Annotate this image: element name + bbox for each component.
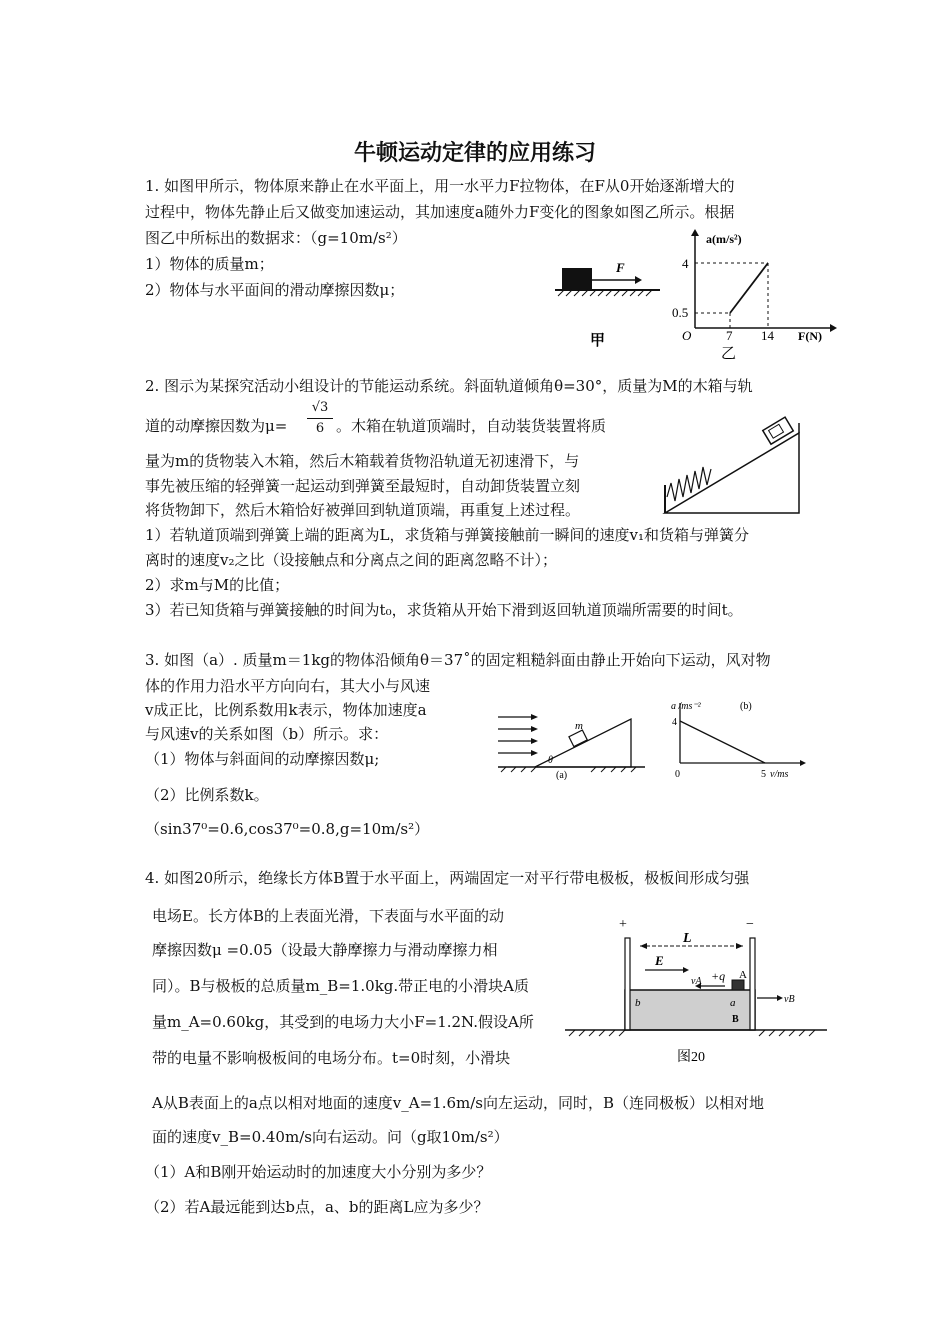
data-line (730, 263, 768, 313)
right-plate (750, 938, 755, 1030)
B-label: B (732, 1014, 739, 1025)
q2-line: 1）若轨道顶端到弹簧上端的距离为L，求货箱与弹簧接触前一瞬间的速度v₁和货箱与弹簧分 (145, 526, 749, 544)
q4-line: 4. 如图20所示，绝缘长方体B置于水平面上，两端固定一对平行带电极板，极板间形成匀强 (145, 869, 750, 887)
incline-spring-figure (655, 405, 815, 517)
q2-line: 道的动摩擦因数为μ= (145, 417, 288, 435)
q4-line: 同）。B与极板的总质量m_B=1.0kg.带正电的小滑块A质 (152, 977, 529, 995)
q4-line: 面的速度v_B=0.40m/s向右运动。问（g取10m/s²） (152, 1128, 509, 1146)
q1-line: 图乙中所标出的数据求：（g=10m/s²） (145, 229, 407, 247)
q4-line: 电场E。长方体B的上表面光滑，下表面与水平面的动 (152, 907, 504, 925)
q2-line: 离时的速度v₂之比（设接触点和分离点之间的距离忽略不计）； (145, 551, 557, 569)
figure-b-graph (668, 695, 813, 783)
y-axis-label: a /ms⁻² (671, 701, 701, 712)
vA-label: vA (691, 976, 702, 987)
incline (665, 433, 799, 513)
figure-yi-graph (670, 228, 840, 364)
charge-label: +q (711, 969, 726, 983)
y-tick: 4 (682, 256, 689, 271)
origin-label: O (682, 328, 692, 343)
y-arrow-icon (691, 229, 699, 236)
figure-20 (565, 910, 830, 1068)
figure-caption: 甲 (590, 333, 606, 349)
q3-line: 与风速v的关系如图（b）所示。求： (145, 725, 389, 743)
q2-line: 2. 图示为某探究活动小组设计的节能运动系统。斜面轨道倾角θ=30°，质量为M的木箱与轨 (145, 377, 753, 395)
fraction-bar (307, 418, 333, 419)
force-label: F (616, 260, 625, 275)
q4-line: A从B表面上的a点以相对地面的速度v_A=1.6m/s向左运动，同时，B（连同极板）以相对地 (152, 1094, 765, 1112)
q3-line: v成正比，比例系数用k表示，物体加速度a (145, 701, 427, 719)
y-tick: 4 (672, 717, 677, 728)
q1-line: 1. 如图甲所示，物体原来静止在水平面上，用一水平力F拉物体，在F从0开始逐渐增大的 (145, 177, 735, 195)
figure-caption: 乙 (721, 346, 737, 362)
x-axis-label: v/ms (770, 769, 789, 780)
x-tick: 14 (761, 328, 774, 343)
q4-line: 量m_A=0.60kg，其受到的电场力大小F=1.2N.假设A所 (152, 1013, 534, 1031)
block (562, 268, 592, 290)
q4-line: 带的电量不影响极板间的电场分布。t=0时刻，小滑块 (152, 1049, 511, 1067)
point-a-label: a (730, 997, 736, 1009)
arrow-head-icon (635, 276, 642, 284)
L-arrow-right-icon (736, 943, 743, 949)
q1-line: 过程中，物体先静止后又做变加速运动，其加速度a随外力F变化的图象如图乙所示。根据 (145, 203, 735, 221)
angle-label: θ (548, 755, 553, 766)
ground-hatch (569, 1030, 815, 1036)
mass-label: m (575, 720, 583, 732)
q1-line: 1）物体的质量m； (145, 255, 274, 273)
mu-fraction (307, 400, 333, 437)
vB-arrow-head-icon (777, 995, 783, 1001)
x-axis-label: F(N) (798, 329, 822, 343)
q2-line: 。木箱在轨道顶端时，自动装货装置将质 (336, 417, 607, 435)
q3-line: 体的作用力沿水平方向向右，其大小与风速 (145, 677, 431, 695)
q2-line: 3）若已知货箱与弹簧接触的时间为t₀，求货箱从开始下滑到返回轨道顶端所需要的时间t。 (145, 601, 743, 619)
point-b-label: b (635, 997, 641, 1009)
L-arrow-left-icon (640, 943, 647, 949)
figure-caption: 图20 (677, 1050, 705, 1065)
A-label: A (739, 969, 747, 981)
E-arrow-head-icon (683, 967, 689, 973)
wind-arrows (498, 717, 531, 753)
q4-line: 摩擦因数μ =0.05（设最大静摩擦力与滑动摩擦力相 (152, 941, 498, 959)
q3-line: （1）物体与斜面间的动摩擦因数μ; (145, 750, 380, 768)
y-axis-label: a(m/s²) (706, 232, 742, 246)
x-tick: 7 (726, 328, 733, 343)
q2-line: 将货物卸下，然后木箱恰好被弹回到轨道顶端，再重复上述过程。 (145, 501, 581, 519)
q1-line: 2）物体与水平面间的滑动摩擦因数μ； (145, 281, 405, 299)
x-arrow-icon (800, 760, 806, 766)
figure-jia (550, 250, 660, 350)
plus-label: + (619, 917, 627, 932)
figure-caption: (a) (556, 770, 568, 780)
left-plate (625, 938, 630, 1030)
minus-label: − (746, 917, 754, 932)
figure-a-incline-wind (493, 705, 653, 780)
page-title: 牛顿运动定律的应用练习 (353, 141, 596, 166)
q2-line: 2）求m与M的比值； (145, 576, 290, 594)
vB-label: vB (784, 994, 795, 1005)
q4-line: （1）A和B刚开始运动时的加速度大小分别为多少？ (145, 1163, 492, 1181)
q3-line: （2）比例系数k。 (145, 786, 269, 804)
E-label: E (655, 953, 664, 968)
x-arrow-icon (830, 324, 837, 332)
fraction-numerator: √3 (311, 400, 329, 415)
fraction-denominator: 6 (315, 421, 325, 436)
slider-A (732, 980, 744, 990)
q3-line: 3. 如图（a）. 质量m＝1kg的物体沿倾角θ＝37˚的固定粗糙斜面由静止开始向下运动，风对物 (145, 651, 771, 669)
L-label: L (683, 931, 692, 946)
figure-caption: (b) (740, 701, 752, 712)
q2-line: 事先被压缩的轻弹簧一起运动到弹簧至最短时，自动卸货装置立刻 (145, 477, 581, 495)
wind-arrow-head-icon (531, 714, 538, 756)
origin-label: 0 (675, 769, 680, 780)
q2-line: 量为m的货物装入木箱，然后木箱载着货物沿轨道无初速滑下，与 (145, 452, 580, 470)
x-tick: 5 (761, 769, 766, 780)
y-tick: 0.5 (672, 305, 689, 320)
q4-line: （2）若A最远能到达b点，a、b的距离L应为多少？ (145, 1198, 489, 1216)
data-line (680, 721, 765, 763)
q3-line: （sin37⁰=0.6,cos37⁰=0.8,g=10m/s²） (145, 820, 430, 838)
